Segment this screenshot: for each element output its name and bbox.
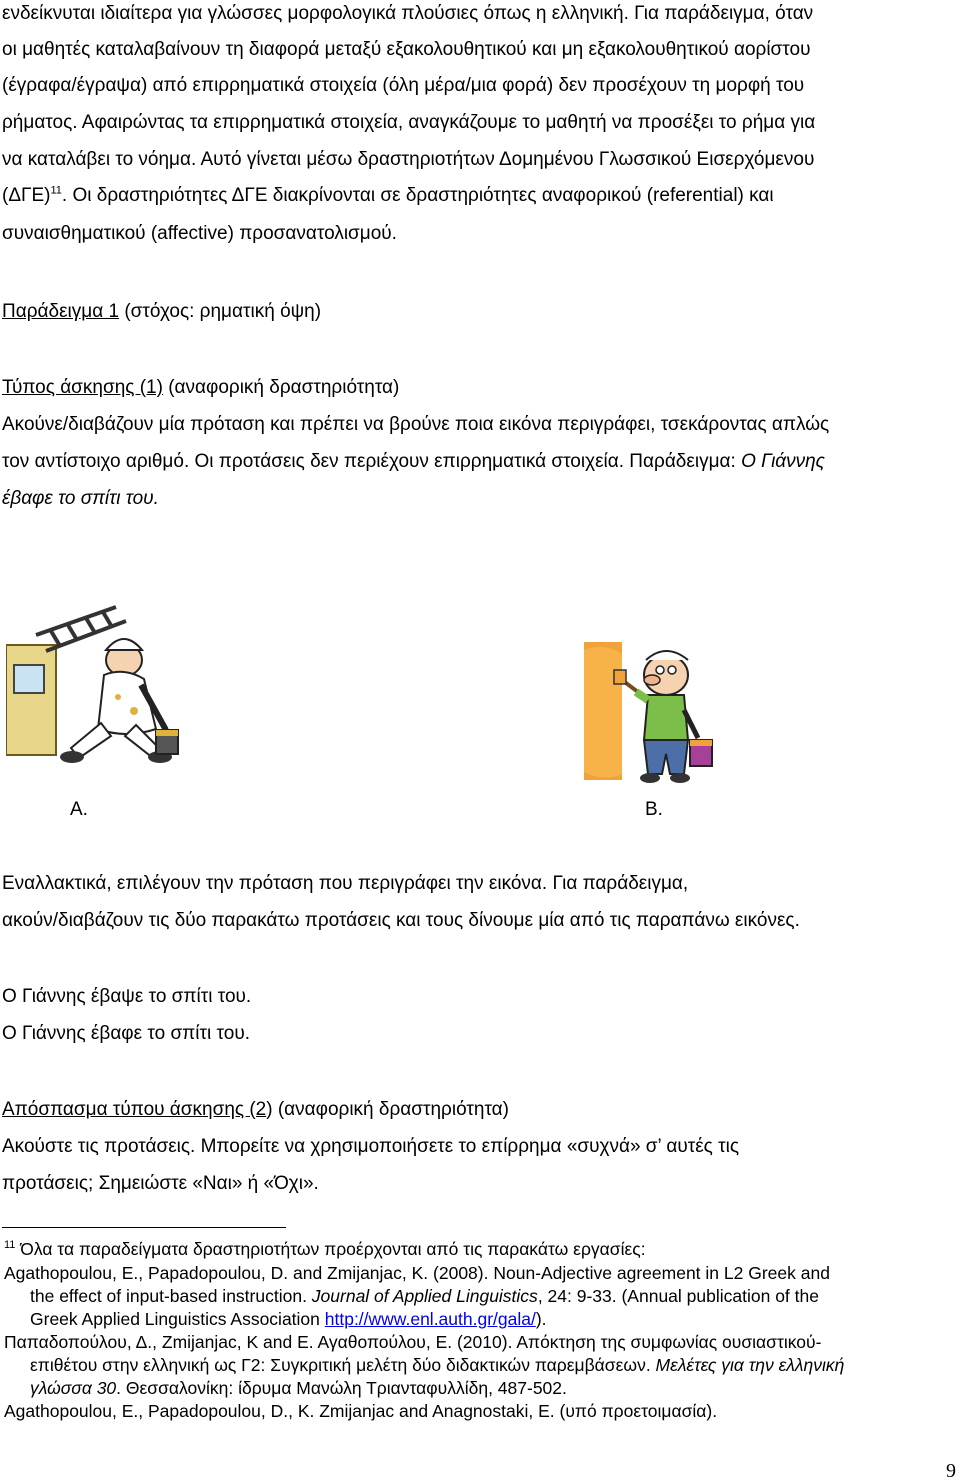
body-line <box>2 184 774 208</box>
body-line: Ακούνε/διαβάζουν μία πρόταση και πρέπει να βρούνε ποια εικόνα περιγράφει, τσεκάροντας απλώς <box>2 414 830 435</box>
gala-link[interactable]: http://www.enl.auth.gr/gala/ <box>324 1309 536 1329</box>
body-line: Εναλλακτικά, επιλέγουν την πρόταση που περιγράφει την εικόνα. Για παράδειγμα, <box>2 873 689 894</box>
body-text: . Οι δραστηριότητες ΔΓΕ διακρίνονται σε δραστηριότητες αναφορικού (referential) και <box>61 185 774 206</box>
exercise-type-1-heading <box>2 376 399 400</box>
journal-title: Journal of Applied Linguistics <box>311 1286 538 1306</box>
body-line: Ακούστε τις προτάσεις. Μπορείτε να χρησιμοποιήσετε το επίρρημα «συχνά» σ’ αυτές τις <box>2 1136 740 1157</box>
page-number: 9 <box>946 1460 956 1482</box>
body-line: συναισθηματικού (affective) προσανατολισμού. <box>2 223 397 244</box>
exercise-type-2-desc: ) (αναφορική δραστηριότητα) <box>266 1099 509 1120</box>
body-line: ενδείκνυται ιδιαίτερα για γλώσσες μορφολογικά πλούσιες όπως η ελληνική. Για παράδειγμα, όταν <box>2 3 814 24</box>
abbr-dge: (ΔΓΕ) <box>2 185 51 206</box>
picture-a-label: Α. <box>70 799 88 820</box>
exercise-type-2-heading <box>2 1098 509 1122</box>
footnote-ref[interactable]: 11 <box>50 184 62 197</box>
reference-text: the effect of input-based instruction. <box>30 1286 312 1306</box>
body-line <box>2 450 825 474</box>
reference-text: , 24: 9-33. (Annual publication of the <box>537 1286 819 1306</box>
footnote-intro <box>4 1238 646 1260</box>
painter-painting-wall-image <box>580 640 720 790</box>
example-sentence: Ο Γιάννης <box>741 451 825 472</box>
exercise-type-1-desc: (αναφορική δραστηριότητα) <box>162 377 400 398</box>
reference-text: ). <box>535 1309 547 1329</box>
reference-line: Παπαδοπούλου, Δ., Zmijanjac, K and Ε. Αγαθοπούλου, Ε. (2010). Απόκτηση της συμφωνίας ουσιαστικού- <box>4 1332 822 1352</box>
reference-line <box>30 1354 844 1376</box>
sentence-option: Ο Γιάννης έβαψε το σπίτι του. <box>2 986 252 1007</box>
painter-with-ladder-image <box>6 605 216 775</box>
body-line: ακούν/διαβάζουν τις δύο παρακάτω προτάσεις και τους δίνουμε μία από τις παραπάνω εικόνες. <box>2 910 800 931</box>
journal-title: Μελέτες για την ελληνική <box>655 1355 845 1375</box>
exercise-type-2-label: Απόσπασμα τύπου άσκησης (2 <box>2 1099 267 1120</box>
reference-line <box>30 1285 819 1307</box>
reference-line: Agathopoulou, E., Papadopoulou, D., K. Zmijanjac and Anagnostaki, E. (υπό προετοιμασία). <box>4 1401 718 1421</box>
body-line: προτάσεις; Σημειώστε «Ναι» ή «Όχι». <box>2 1173 319 1194</box>
journal-title: γλώσσα 30 <box>30 1378 117 1398</box>
sentence-option: Ο Γιάννης έβαφε το σπίτι του. <box>2 1023 250 1044</box>
reference-text: . Θεσσαλονίκη: ίδρυμα Μανώλη Τριανταφυλλίδη, 487-502. <box>116 1378 567 1398</box>
body-line: ρήματος. Αφαιρώντας τα επιρρηματικά στοιχεία, αναγκάζουμε το μαθητή να προσέξει το ρήμα για <box>2 112 816 133</box>
body-line: (έγραφα/έγραψα) από επιρρηματικά στοιχεία (όλη μέρα/μια φορά) δεν προσέχουν τη μορφή του <box>2 75 805 96</box>
footnote-separator <box>2 1227 286 1228</box>
body-line: οι μαθητές καταλαβαίνουν τη διαφορά μεταξύ εξακολουθητικού και μη εξακολουθητικού αορίστου <box>2 39 811 60</box>
example-1-heading <box>2 300 321 324</box>
body-text: τον αντίστοιχο αριθμό. Οι προτάσεις δεν περιέχουν επιρρηματικά στοιχεία. Παράδειγμα: <box>2 451 742 472</box>
exercise-type-1-label: Τύπος άσκησης (1) <box>2 377 163 398</box>
example-1-goal: (στόχος: ρηματική όψη) <box>119 301 322 322</box>
example-sentence: έβαφε το σπίτι του. <box>2 488 159 509</box>
reference-text: επιθέτου στην ελληνική ως Γ2: Συγκριτική μελέτη δύο διδακτικών παρεμβάσεων. <box>30 1355 656 1375</box>
reference-line <box>30 1377 567 1399</box>
example-1-label: Παράδειγμα 1 <box>2 301 120 322</box>
footnote-number: 11 <box>4 1239 16 1252</box>
reference-line: Agathopoulou, E., Papadopoulou, D. and Zmijanjac, K. (2008). Noun-Adjective agreement in L2 Greek and <box>4 1263 830 1283</box>
reference-line <box>30 1308 547 1330</box>
reference-text: Greek Applied Linguistics Association <box>30 1309 325 1329</box>
body-line: να καταλάβει το νόημα. Αυτό γίνεται μέσω δραστηριοτήτων Δομημένου Γλωσσικού Εισερχόμενου <box>2 149 815 170</box>
footnote-text: Όλα τα παραδείγματα δραστηριοτήτων προέρχονται από τις παρακάτω εργασίες: <box>15 1239 646 1259</box>
picture-b-label: Β. <box>645 799 663 820</box>
